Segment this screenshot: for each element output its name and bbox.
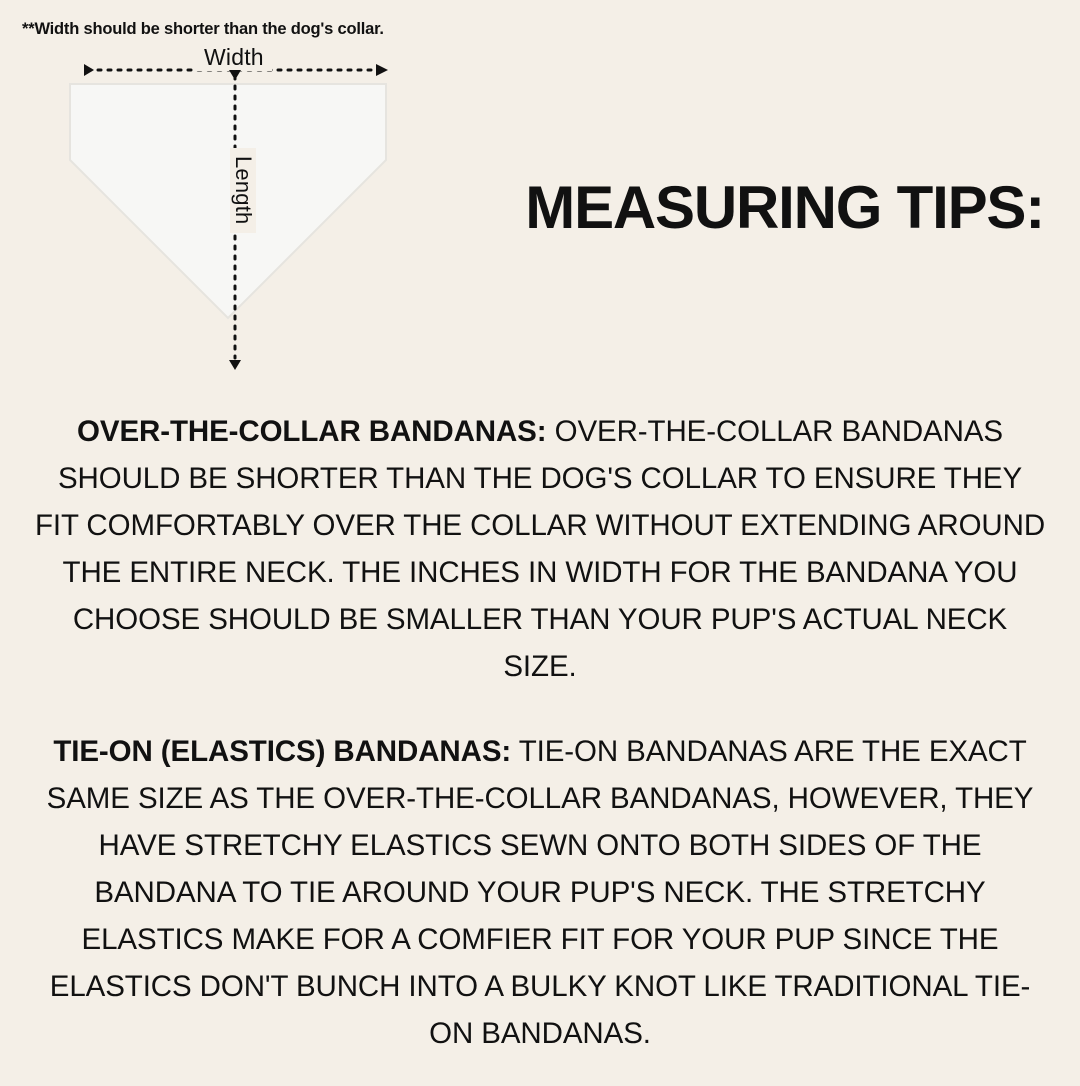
width-label: Width (196, 44, 272, 71)
collar-note-text: **Width should be shorter than the dog's collar. (22, 20, 384, 38)
length-label: Length (230, 148, 256, 233)
page-title: MEASURING TIPS: (525, 174, 1044, 241)
paragraph-text-over-the-collar: OVER-THE-COLLAR BANDANAS SHOULD BE SHORTER THAN THE DOG'S COLLAR TO ENSURE THEY FIT COMFORTABLY OVER THE COLLAR WITHOUT EXTENDING AROUND THE ENTIRE NECK. THE INCHES IN WIDTH FOR THE BANDANA YOU CHOOSE SHOULD BE SMALLER THAN YOUR PUP'S ACTUAL NECK SIZE. (34, 414, 1046, 683)
paragraph-tie-on (34, 728, 1046, 1057)
paragraph-lead-over-the-collar: OVER-THE-COLLAR BANDANAS: (77, 414, 547, 448)
paragraph-lead-tie-on: TIE-ON (ELASTICS) BANDANAS: (53, 734, 512, 768)
paragraph-text-tie-on: TIE-ON BANDANAS ARE THE EXACT SAME SIZE AS THE OVER-THE-COLLAR BANDANAS, HOWEVER, THEY HAVE STRETCHY ELASTICS SEWN ONTO BOTH SIDES OF THE BANDANA TO TIE AROUND YOUR PUP'S NECK. THE STRETCHY ELASTICS MAKE FOR A COMFIER FIT FOR YOUR PUP SINCE THE ELASTICS DON'T BUNCH INTO A BULKY KNOT LIKE TRADITIONAL TIE-ON BANDANAS. (46, 734, 1034, 1050)
paragraph-over-the-collar (34, 408, 1046, 690)
body-copy (34, 378, 1046, 1086)
